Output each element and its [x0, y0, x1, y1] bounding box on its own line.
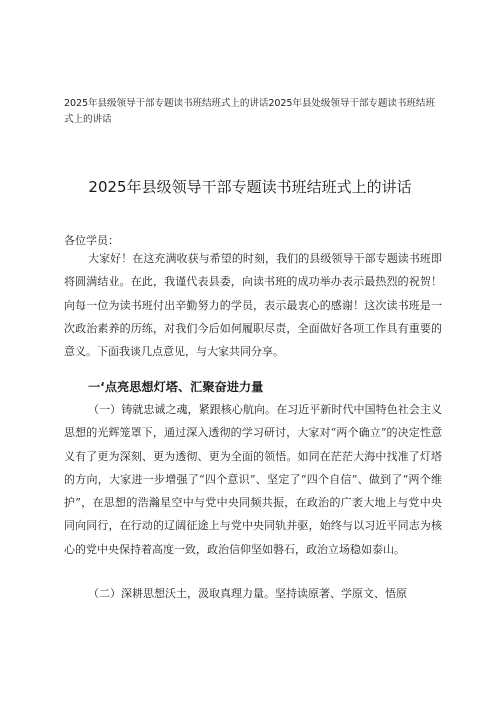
section-heading: 一‘点亮思想灯塔、汇聚奋进力量	[88, 380, 264, 394]
paragraph-point-one: （一）铸就忠诚之魂，紧跟核心航向。在习近平新时代中国特色社会主义思想的光辉笼罩下，通过深入透彻的学习研讨，大家对“两个确立”的决定性意义有了更为深刻、更为透彻、更为全面的领悟。如同在茫茫大海中找准了灯塔的方向，大家进一步增强了“四个意识”、坚定了“四个自信”、做到了“两个维护”，在思想的浩瀚星空中与党中央同频共振，在政治的广袤大地上与党中央同向同行，在行动的辽阔征途上与党中央同轨并驱，始终与以习近平同志为核心的党中央保持着高度一致，政治信仰坚如磐石，政治立场稳如泰山。	[64, 403, 442, 556]
paragraph-point-two: （二）深耕思想沃土，汲取真理力量。坚持读原著、学原文、悟原	[88, 587, 407, 600]
paragraph-opening: 大家好！在这充满收获与希望的时刻，我们的县级领导干部专题读书班即将圆满结业。在此，我谨代表县委，向读书班的成功举办表示最热烈的祝贺！向每一位为读书班付出辛勤努力的学员，表示最衷心的感谢！这次读书班是一次政治素养的历练，对我们今后如何履职尽责，全面做好各项工作具有重要的意义。下面我谈几点意见，与大家共同分享。	[64, 252, 442, 359]
document-header-title: 2025年县级领导干部专题读书班结班式上的讲话2025年县处级领导干部专题读书班结班式上的讲话	[64, 98, 435, 125]
salutation: 各位学员：	[64, 234, 119, 247]
page-title: 2025年县级领导干部专题读书班结班式上的讲话	[88, 178, 412, 196]
